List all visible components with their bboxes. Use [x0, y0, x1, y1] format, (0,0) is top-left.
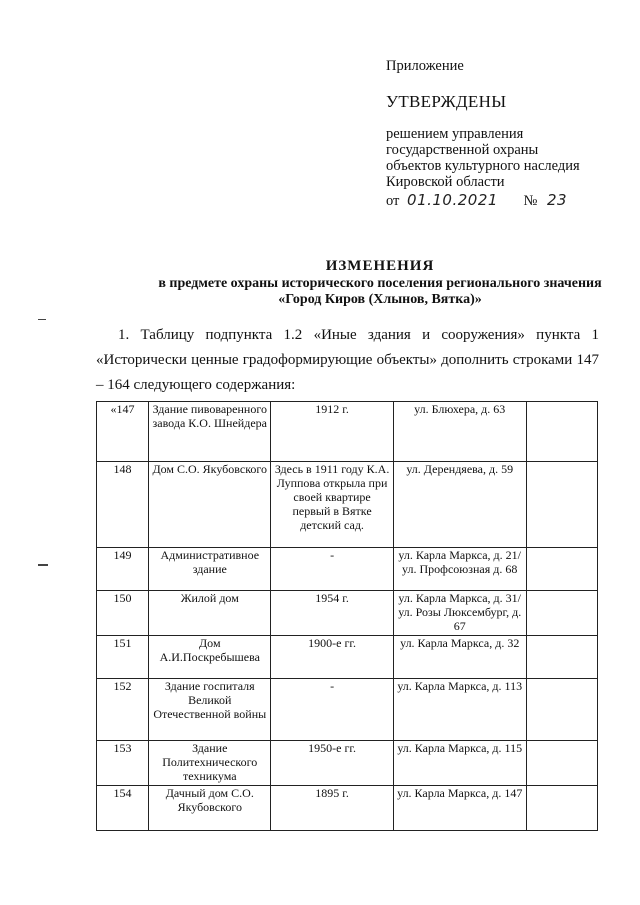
main-paragraph: 1. Таблицу подпункта 1.2 «Иные здания и сооружения» пункта 1 «Исторически ценные градоформирующие объекты» дополнить строками 147 – 164 следующего содержания: — [96, 327, 599, 393]
decision-line: объектов культурного наследия — [386, 158, 580, 174]
margin-mark — [38, 319, 46, 320]
decision-line: решением управления — [386, 126, 524, 142]
table-row — [97, 636, 598, 679]
extra-cell — [526, 786, 597, 831]
row-number-cell: 151 — [97, 636, 149, 679]
object-address-cell: ул. Карла Маркса, д. 32 — [393, 636, 526, 679]
approval-block — [386, 58, 626, 209]
row-number-cell: 150 — [97, 591, 149, 636]
object-date-cell: 1950-е гг. — [271, 741, 393, 786]
table-row — [97, 679, 598, 741]
extra-cell — [526, 402, 597, 462]
object-name-cell: Дом С.О. Якубовского — [149, 462, 271, 548]
extra-cell — [526, 548, 597, 591]
table-row — [97, 402, 598, 462]
document-subtitle: в предмете охраны исторического поселения регионального значения — [158, 276, 602, 291]
decision-text — [386, 126, 626, 209]
object-date-cell: Здесь в 1911 году К.А. Луппова открыла при своей квартире первый в Вятке детский сад. — [271, 462, 393, 548]
object-address-cell: ул. Карла Маркса, д. 31/ ул. Розы Люксембург, д. 67 — [393, 591, 526, 636]
object-address-cell: ул. Карла Маркса, д. 147 — [393, 786, 526, 831]
table-row — [97, 591, 598, 636]
margin-mark — [38, 564, 48, 566]
document-title: ИЗМЕНЕНИЯ — [325, 258, 435, 274]
date-prefix: от — [386, 193, 400, 209]
extra-cell — [526, 591, 597, 636]
object-name-cell: Дачный дом С.О. Якубовского — [149, 786, 271, 831]
object-date-cell: 1895 г. — [271, 786, 393, 831]
approved-label: УТВЕРЖДЕНЫ — [386, 92, 507, 111]
table-row — [97, 462, 598, 548]
object-name-cell: Административное здание — [149, 548, 271, 591]
extra-cell — [526, 741, 597, 786]
number-prefix: № — [523, 193, 538, 209]
object-name-cell: Здание госпиталя Великой Отечественной войны — [149, 679, 271, 741]
object-name-cell: Жилой дом — [149, 591, 271, 636]
row-number-cell: 153 — [97, 741, 149, 786]
object-date-cell: 1900-е гг. — [271, 636, 393, 679]
row-number-cell: 149 — [97, 548, 149, 591]
object-date-cell: 1954 г. — [271, 591, 393, 636]
object-address-cell: ул. Карла Маркса, д. 21/ул. Профсоюзная д. 68 — [393, 548, 526, 591]
decision-line: Кировской области — [386, 174, 505, 190]
object-name-cell: Здание Политехнического техникума — [149, 741, 271, 786]
object-address-cell: ул. Карла Маркса, д. 115 — [393, 741, 526, 786]
appendix-label: Приложение — [386, 58, 464, 74]
object-date-cell: - — [271, 548, 393, 591]
objects-table — [96, 401, 598, 831]
extra-cell — [526, 679, 597, 741]
object-date-cell: - — [271, 679, 393, 741]
row-number-cell: «147 — [97, 402, 149, 462]
date-line — [386, 192, 626, 209]
object-date-cell: 1912 г. — [271, 402, 393, 462]
table-row — [97, 741, 598, 786]
number-value: 23 — [547, 191, 568, 209]
object-address-cell: ул. Карла Маркса, д. 113 — [393, 679, 526, 741]
object-address-cell: ул. Блюхера, д. 63 — [393, 402, 526, 462]
extra-cell — [526, 462, 597, 548]
object-name-cell: Дом А.И.Поскребышева — [149, 636, 271, 679]
table-row — [97, 548, 598, 591]
extra-cell — [526, 636, 597, 679]
object-address-cell: ул. Дерендяева, д. 59 — [393, 462, 526, 548]
row-number-cell: 154 — [97, 786, 149, 831]
row-number-cell: 152 — [97, 679, 149, 741]
table-row — [97, 786, 598, 831]
object-name-cell: Здание пивоваренного завода К.О. Шнейдера — [149, 402, 271, 462]
document-subtitle-2: «Город Киров (Хлынов, Вятка)» — [278, 292, 482, 307]
decision-line: государственной охраны — [386, 142, 539, 158]
date-value: 01.10.2021 — [407, 191, 498, 209]
row-number-cell: 148 — [97, 462, 149, 548]
